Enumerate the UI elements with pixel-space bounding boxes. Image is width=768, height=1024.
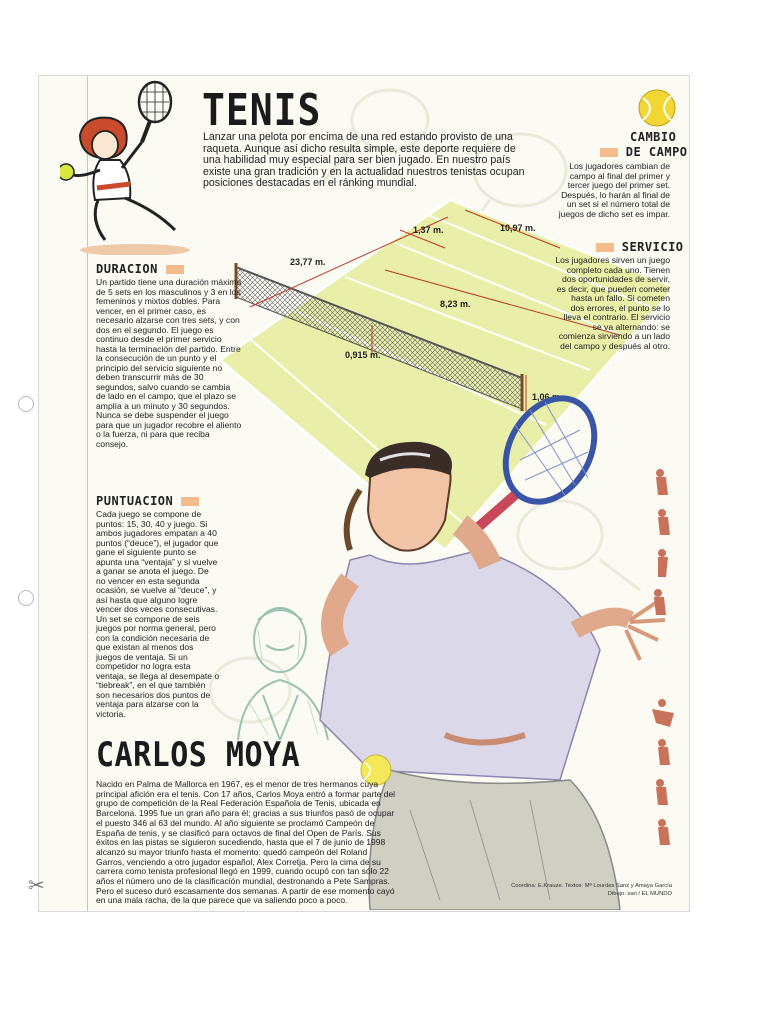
section-badge: [166, 265, 184, 274]
cambio-title-line1: CAMBIO: [630, 130, 677, 144]
cambio-title: [600, 145, 688, 159]
cartoon-player-illustration: [60, 80, 190, 255]
tennis-ball-icon: [637, 88, 677, 128]
length-label: 23,77 m.: [290, 257, 326, 267]
player-silhouettes: [640, 465, 685, 865]
page-title: TENIS: [202, 84, 322, 136]
puntuacion-text: Cada juego se compone de puntos: 15, 30, 40 y juego. Si ambos jugadores empatan a 40 puntos (“deuce”), el jugador que gane el siguiente punto se apunta una “ventaja” y si vuelve a ganar se anota el juego. De no vencer en esta segunda ocasión, se vuelve al “deuce”, y así hasta que alguno logre vencer dos veces consecutivas. Un set se compone de seis juegos por norma general, pero con la condición necesaria de que existan al menos dos juegos de ventaja. Si un competidor no logra esta ventaja, se llega al desempate o “tiebreak”, en el que también son necesarios dos puntos de ventaja para alzarse con la victoria.: [96, 509, 220, 719]
cambio-title-line2: DE CAMPO: [625, 145, 688, 159]
puntuacion-title-text: PUNTUACION: [96, 494, 174, 508]
puntuacion-title: [96, 494, 199, 508]
intro-paragraph: Lanzar una pelota por encima de una red estando provisto de una raqueta. Aunque así dicho resulta simple, este deporte requiere de una habilidad muy especial para ser bien jugado. En nuestro país existe una gran tradición y en la actualidad nuestros tenistas ocupan posiciones destacadas en el ránking mundial.: [203, 131, 525, 190]
section-badge: [596, 243, 614, 252]
singles-width-label: 8,23 m.: [440, 299, 471, 309]
credits-line1: Coordina: E.Krauze. Textos: Mª Lourdes Sanz y Amaya García: [511, 883, 672, 889]
section-badge: [600, 148, 618, 157]
moya-biography: Nacido en Palma de Mallorca en 1967, es el menor de tres hermanos cuya principal afición era el tenis. Con 17 años, Carlos Moya entró a formar parte del grupo de competición de la Real Federación Española de Tenis, ubicada en Barcelona. 1995 fue un gran año para él; gracias a sus triunfos pasó de ocupar el puesto 346 al 63 del mundo. Al año siguiente se proclamó Campeón de España de tenis, y se clasificó para octavos de final del Open de París. Sus éxitos en las pistas se siguieron sucediendo, hasta que el 7 de junio de 1998 alcanzó su mayor triunfo hasta el momento: quedó campeón del Roland Garros, venciendo a otro jugador español, Alex Corretja. Pero la cima de su carrera como tenista profesional llegó en 1999, cuando ocupó con tan sólo 22 años el número uno de la clasificación mundial, destronando a Pete Sampras. Pero el suceso duró escasamente dos semanas. A partir de ese momento cayó en una mala racha, de la que parece que va saliendo poco a poco.: [96, 779, 396, 906]
servicio-title: [596, 240, 684, 254]
duracion-text: Un partido tiene una duración máxima de 5 sets en los masculinos y 3 en los femeninos y mixtos dobles. Para vencer, en el primer caso, es necesario alzarse con tres sets, y con dos en el segundo. El juego es continuo desde el primer servicio hasta la terminación del partido. Entre la consecución de un punto y el principio del servicio siguiente no deben transcurrir más de 30 segundos, salvo cuando se cambia de lado en el campo, que el plazo se amplía a un minuto y 30 segundos. Nunca se debe suspender el juego para que un jugador recobre el aliento o la fuerza, ni para que reciba consejo.: [96, 277, 242, 449]
duracion-title-text: DURACION: [96, 262, 158, 276]
credits: [500, 882, 672, 898]
duracion-title: [96, 262, 184, 276]
width-label: 10,97 m.: [500, 223, 536, 233]
credits-line2: Dibujo: sari / EL MUNDO: [607, 891, 672, 897]
moya-title: CARLOS MOYA: [96, 735, 301, 776]
servicio-title-text: SERVICIO: [621, 240, 684, 254]
cambio-text: Los jugadores cambian de campo al final del primer y tercer juego del primer set. Después, lo harán al final de un set si el número total de juegos de dicho set es impar.: [558, 161, 670, 219]
net-post-label: 1,06 m.: [532, 392, 563, 402]
net-center-label: 0,915 m.: [345, 350, 381, 360]
scissors-icon: ✂: [28, 875, 45, 897]
alley-label: 1,37 m.: [413, 225, 444, 235]
section-badge: [181, 497, 199, 506]
servicio-text: Los jugadores sirven un juego completo cada uno. Tienen dos oportunidades de servir, es decir, que pueden cometer hasta un fallo. Si cometen dos errores, el punto se lo lleva el contrario. El servicio se va alternando: se comienza sirviendo a un lado del campo y después al otro.: [555, 255, 670, 351]
